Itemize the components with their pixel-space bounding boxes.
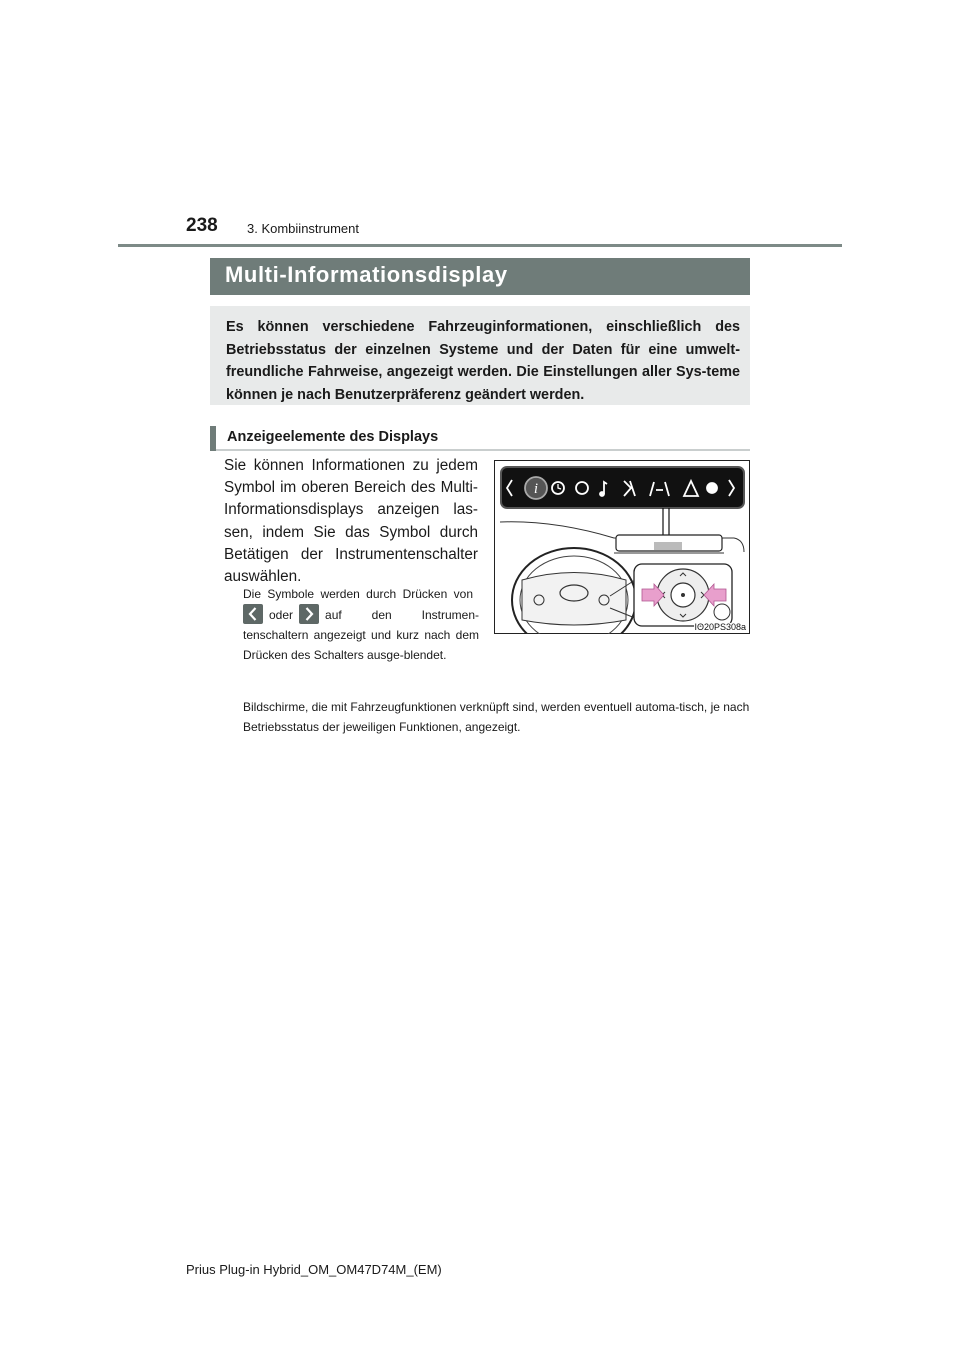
note-paragraph [243, 584, 479, 665]
note-text-part1: Die Symbole werden durch Drücken von [243, 587, 473, 601]
illustration-svg [494, 460, 750, 634]
chevron-left-icon [243, 604, 263, 624]
subsection-heading [210, 426, 750, 451]
note-text-part3: auf den Instrumen-tenschaltern angezeigt und kurz nach dem Drücken des Schalters ausge-blendet. [243, 608, 479, 662]
chevron-right-icon [299, 604, 319, 624]
footer-doc-id: Prius Plug-in Hybrid_OM_OM47D74M_(EM) [186, 1262, 442, 1277]
body-paragraph: Sie können Informationen zu jedem Symbol im oberen Bereich des Multi-Informationsdisplays anzeigen las-sen, indem Sie das Symbol durch Betätigen der Instrumentenschalter auswählen. [224, 457, 478, 586]
intro-box: Es können verschiedene Fahrzeuginformationen, einschließlich des Betriebsstatus der einzelnen Systeme und der Daten für eine umwelt-freundliche Fahrweise, angezeigt werden. Die Einstellungen aller Sys-teme können je nach Benutzerpräferenz geändert werden. [210, 306, 750, 405]
subsection-label: Anzeigeelemente des Displays [227, 429, 439, 445]
figure-code: IO20PS308a [694, 622, 746, 632]
section-title: 3. Kombiinstrument [247, 221, 359, 236]
svg-text:i: i [533, 481, 539, 497]
gear-icon [707, 483, 717, 493]
subsection-marker [210, 426, 216, 451]
page-number: 238 [186, 215, 218, 236]
page-title: Multi-Informationsdisplay [210, 258, 750, 295]
dashboard-illustration [494, 460, 750, 634]
note-text-part2: oder [269, 608, 294, 622]
header-rule [118, 244, 842, 247]
bottom-note: Bildschirme, die mit Fahrzeugfunktionen verknüpft sind, werden eventuell automa-tisch, je nach Betriebsstatus der jeweiligen Funktionen, angezeigt. [243, 700, 750, 734]
